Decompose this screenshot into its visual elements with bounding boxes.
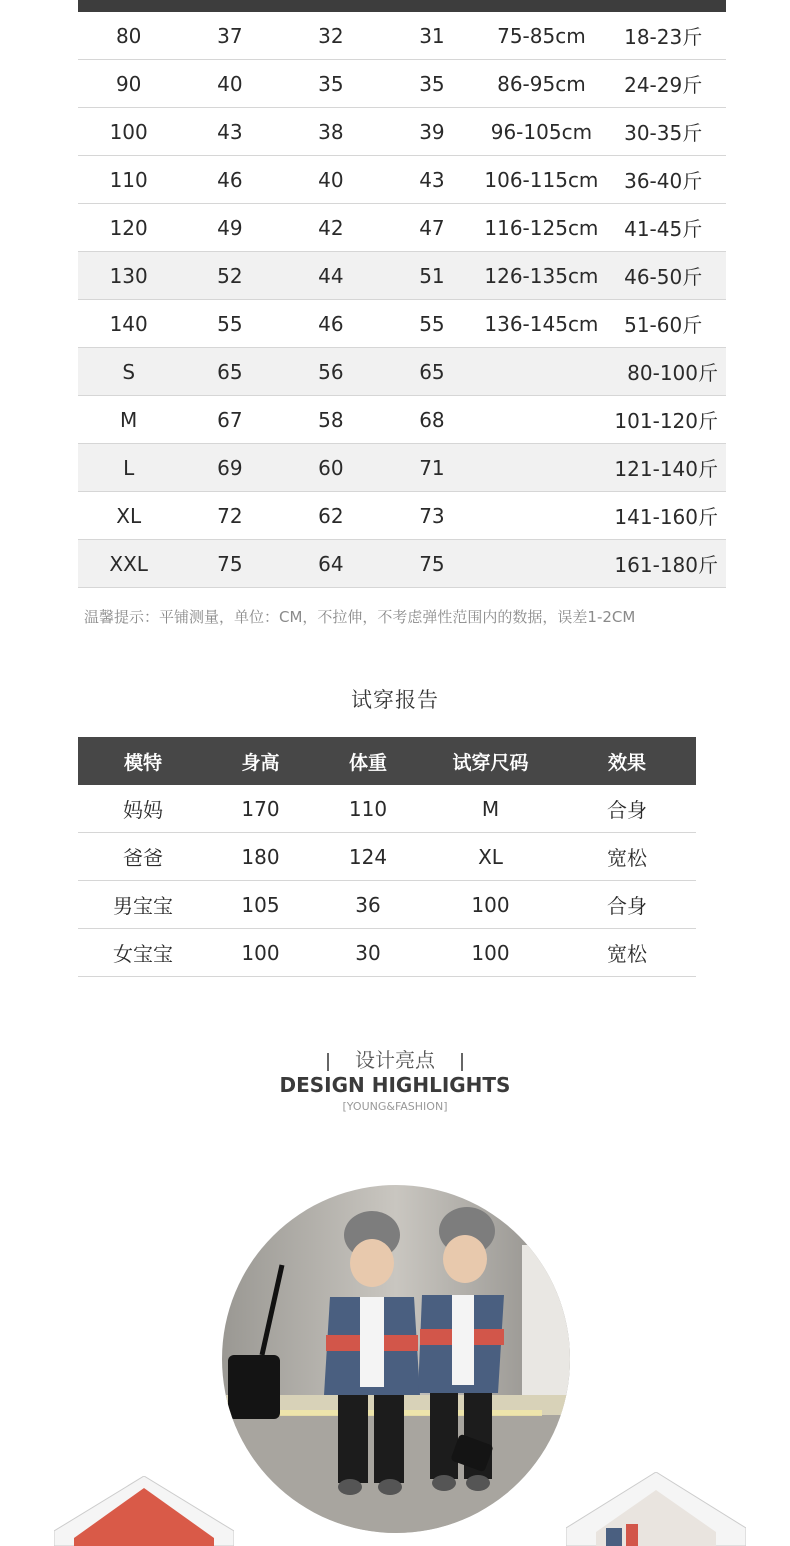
size-cell: XL [423, 833, 558, 881]
size-cell: 100 [423, 929, 558, 977]
sleeve-cell: 75 [381, 540, 482, 588]
sleeve-cell: 39 [381, 108, 482, 156]
weight-cell: 41-45斤 [600, 204, 726, 252]
height-cell: 86-95cm [482, 60, 600, 108]
size-cell: S [78, 348, 179, 396]
length-cell: 46 [280, 300, 381, 348]
weight-cell: 36 [313, 881, 423, 929]
header-size: 试穿尺码 [423, 737, 558, 785]
header-model: 模特 [78, 737, 208, 785]
fit-report-title: 试穿报告 [351, 688, 439, 712]
weight-cell: 46-50斤 [600, 252, 726, 300]
size-row [78, 12, 726, 60]
weight-cell: 51-60斤 [600, 300, 726, 348]
size-cell: 140 [78, 300, 179, 348]
header-effect: 效果 [558, 737, 696, 785]
weight-cell: 24-29斤 [600, 60, 726, 108]
model-cell: 妈妈 [78, 785, 208, 833]
length-cell: 44 [280, 252, 381, 300]
effect-cell: 合身 [558, 881, 696, 929]
size-row [78, 300, 726, 348]
chest-cell: 75 [179, 540, 280, 588]
size-cell: 80 [78, 12, 179, 60]
sleeve-cell: 31 [381, 12, 482, 60]
model-cell: 女宝宝 [78, 929, 208, 977]
sleeve-cell: 65 [381, 348, 482, 396]
chest-cell: 43 [179, 108, 280, 156]
length-cell: 40 [280, 156, 381, 204]
size-row [78, 60, 726, 108]
weight-cell: 80-100斤 [600, 348, 726, 396]
size-cell: 100 [78, 108, 179, 156]
chest-cell: 40 [179, 60, 280, 108]
chest-cell: 72 [179, 492, 280, 540]
sleeve-cell: 71 [381, 444, 482, 492]
weight-cell: 110 [313, 785, 423, 833]
chest-cell: 69 [179, 444, 280, 492]
height-cell [482, 348, 600, 396]
divider-right [461, 1053, 463, 1071]
size-cell: XL [78, 492, 179, 540]
length-cell: 38 [280, 108, 381, 156]
measurement-note: 温馨提示：平铺测量，单位：CM，不拉伸，不考虑弹性范围内的数据，误差1-2CM [84, 608, 636, 626]
size-row [78, 540, 726, 588]
height-cell: 106-115cm [482, 156, 600, 204]
model-cell: 爸爸 [78, 833, 208, 881]
size-cell: 100 [423, 881, 558, 929]
height-cell: 75-85cm [482, 12, 600, 60]
height-cell: 105 [208, 881, 313, 929]
size-cell: 130 [78, 252, 179, 300]
weight-cell: 141-160斤 [600, 492, 726, 540]
length-cell: 35 [280, 60, 381, 108]
size-row [78, 492, 726, 540]
size-cell: M [78, 396, 179, 444]
height-cell [482, 396, 600, 444]
fit-row [78, 833, 696, 881]
size-row [78, 252, 726, 300]
size-cell: XXL [78, 540, 179, 588]
sleeve-cell: 55 [381, 300, 482, 348]
sleeve-cell: 47 [381, 204, 482, 252]
height-cell: 170 [208, 785, 313, 833]
effect-cell: 宽松 [558, 929, 696, 977]
height-cell: 116-125cm [482, 204, 600, 252]
length-cell: 62 [280, 492, 381, 540]
size-row [78, 396, 726, 444]
fit-report-header-row [78, 737, 696, 785]
kids-photo-illustration [222, 1185, 570, 1533]
size-row [78, 204, 726, 252]
fit-row [78, 785, 696, 833]
divider-left [327, 1053, 329, 1071]
weight-cell: 161-180斤 [600, 540, 726, 588]
chest-cell: 67 [179, 396, 280, 444]
header-weight: 体重 [313, 737, 423, 785]
weight-cell: 124 [313, 833, 423, 881]
weight-cell: 30 [313, 929, 423, 977]
height-cell [482, 444, 600, 492]
chest-cell: 52 [179, 252, 280, 300]
size-row [78, 444, 726, 492]
fit-report-table [78, 737, 696, 977]
height-cell: 96-105cm [482, 108, 600, 156]
highlights-title-en: DESIGN HIGHLIGHTS [279, 1073, 511, 1097]
length-cell: 64 [280, 540, 381, 588]
length-cell: 56 [280, 348, 381, 396]
chest-cell: 65 [179, 348, 280, 396]
model-cell: 男宝宝 [78, 881, 208, 929]
weight-cell: 30-35斤 [600, 108, 726, 156]
chest-cell: 49 [179, 204, 280, 252]
sleeve-cell: 73 [381, 492, 482, 540]
sleeve-cell: 43 [381, 156, 482, 204]
highlights-title-cn [0, 1044, 790, 1073]
weight-cell: 18-23斤 [600, 12, 726, 60]
height-cell: 126-135cm [482, 252, 600, 300]
size-row [78, 108, 726, 156]
size-cell: L [78, 444, 179, 492]
chest-cell: 46 [179, 156, 280, 204]
weight-cell: 36-40斤 [600, 156, 726, 204]
size-cell: 90 [78, 60, 179, 108]
sleeve-cell: 68 [381, 396, 482, 444]
height-cell [482, 540, 600, 588]
chest-cell: 37 [179, 12, 280, 60]
height-cell: 180 [208, 833, 313, 881]
chest-cell: 55 [179, 300, 280, 348]
size-cell: 120 [78, 204, 179, 252]
sleeve-cell: 35 [381, 60, 482, 108]
size-cell: M [423, 785, 558, 833]
length-cell: 58 [280, 396, 381, 444]
fit-row [78, 929, 696, 977]
height-cell: 136-145cm [482, 300, 600, 348]
effect-cell: 合身 [558, 785, 696, 833]
size-row [78, 156, 726, 204]
length-cell: 60 [280, 444, 381, 492]
length-cell: 32 [280, 12, 381, 60]
size-row [78, 348, 726, 396]
height-cell [482, 492, 600, 540]
effect-cell: 宽松 [558, 833, 696, 881]
sleeve-cell: 51 [381, 252, 482, 300]
fit-row [78, 881, 696, 929]
weight-cell: 101-120斤 [600, 396, 726, 444]
detail-photo-left [54, 1476, 234, 1546]
size-cell: 110 [78, 156, 179, 204]
highlights-subtitle: [YOUNG&FASHION] [342, 1100, 448, 1113]
size-table-header-bar [78, 0, 726, 12]
detail-photo-right [566, 1472, 746, 1546]
height-cell: 100 [208, 929, 313, 977]
size-chart-table [78, 12, 726, 588]
length-cell: 42 [280, 204, 381, 252]
product-photo-circle [222, 1185, 570, 1533]
highlights-title-cn-text: 设计亮点 [355, 1048, 435, 1072]
header-height: 身高 [208, 737, 313, 785]
weight-cell: 121-140斤 [600, 444, 726, 492]
